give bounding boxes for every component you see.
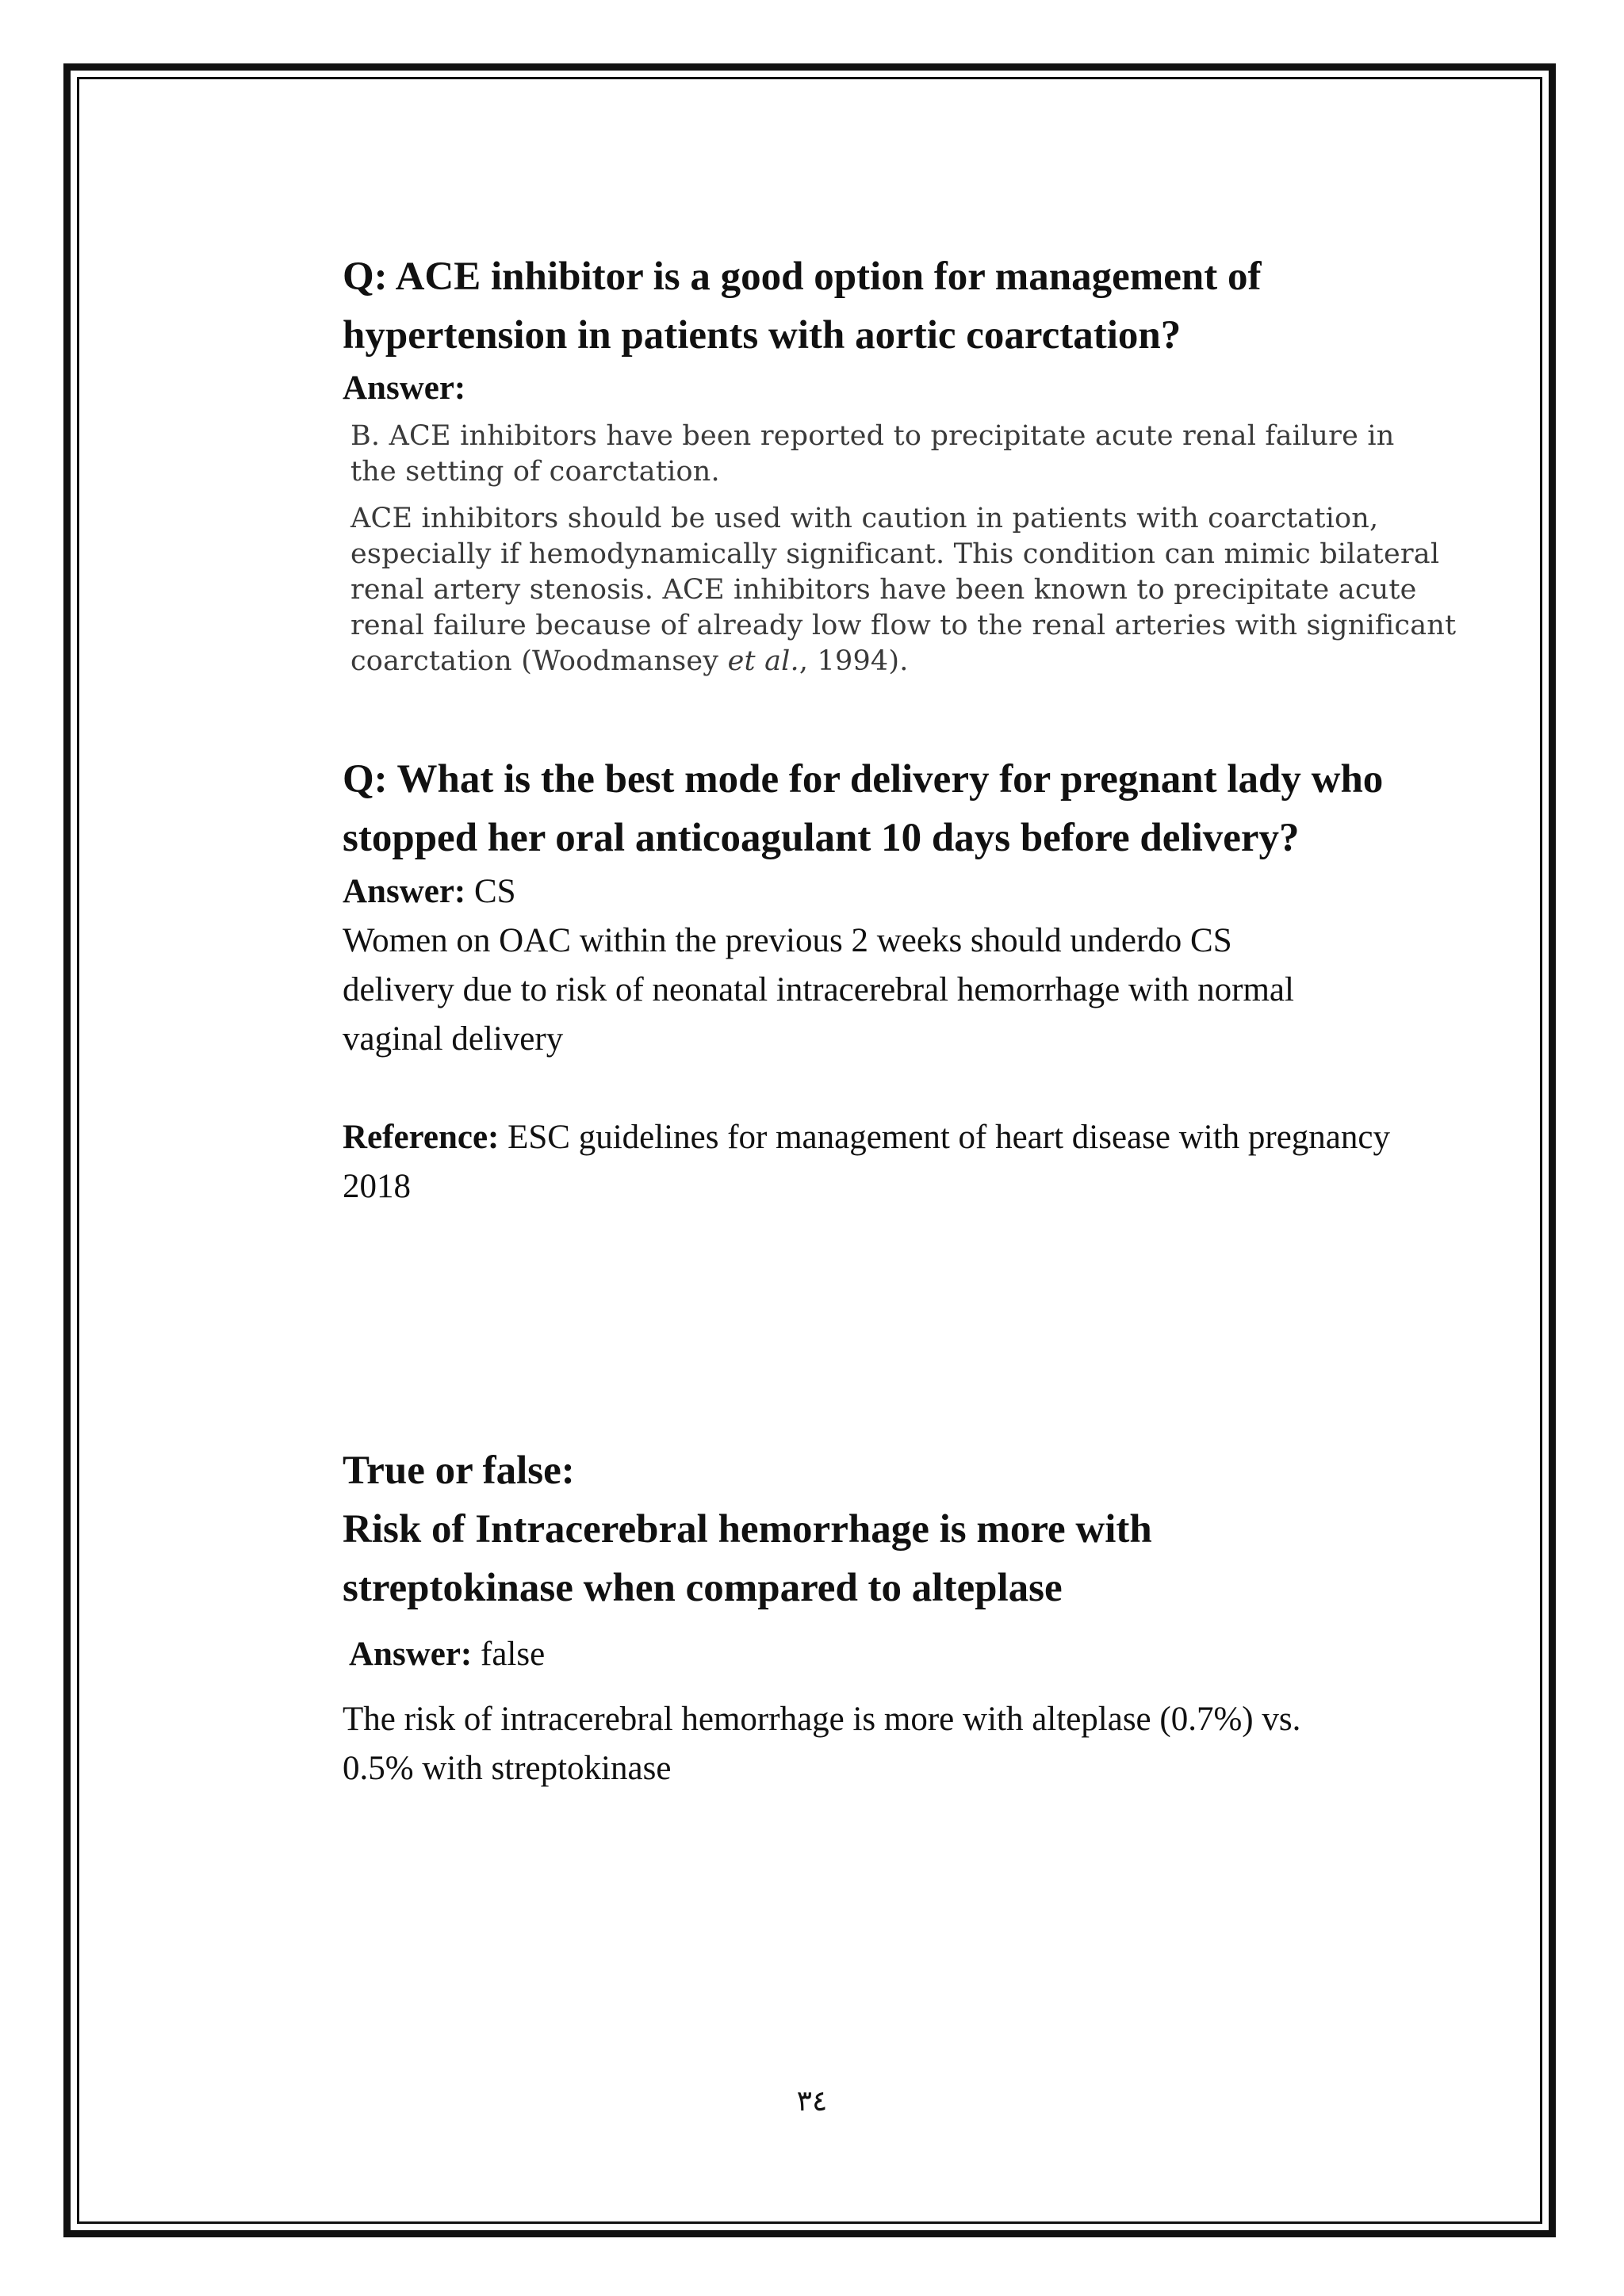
question-3-heading: True or false: bbox=[343, 1448, 575, 1493]
question-2-text: Q: What is the best mode for delivery for pregnant lady who stopped her oral anticoagulant 10 days before delivery? bbox=[343, 757, 1384, 860]
reference-value: ESC guidelines for management of heart disease with pregnancy 2018 bbox=[343, 1119, 1390, 1205]
excerpt-paragraph-1: B. ACE inhibitors have been reported to precipitate acute renal failure in the setting of coarctation. bbox=[350, 420, 1395, 488]
excerpt-paragraph-2-main: ACE inhibitors should be used with caution in patients with coarctation, especially if hemodynamically significant. This condition can mimic bilateral renal artery stenosis. ACE inhibitors have been known to precipitate acute renal failure because of already low flow to the renal arteries with significant coarctation (Woodmansey bbox=[350, 503, 1457, 677]
question-block-3 bbox=[343, 1441, 1469, 1793]
question-block-1 bbox=[343, 247, 1469, 679]
question-2-explanation: Women on OAC within the previous 2 weeks should underdo CS delivery due to risk of neonatal intracerebral hemorrhage with normal vaginal delivery bbox=[343, 922, 1294, 1058]
excerpt-paragraph-2 bbox=[343, 501, 1477, 679]
question-2-answer bbox=[343, 867, 1469, 916]
question-2-answer-value: CS bbox=[465, 873, 516, 910]
question-2-reference bbox=[343, 1113, 1397, 1211]
question-3-answer bbox=[343, 1630, 1469, 1679]
spacer bbox=[343, 1064, 1469, 1113]
question-3-answer-value: false bbox=[472, 1636, 546, 1673]
question-1-text: Q: ACE inhibitor is a good option for management of hypertension in patients with aortic coarctation? bbox=[343, 254, 1262, 358]
question-1-answer-label: Answer: bbox=[343, 369, 466, 407]
reference-label: Reference: bbox=[343, 1119, 500, 1156]
question-2-answer-label: Answer: bbox=[343, 873, 466, 910]
excerpt-paragraph-2-italic: et al. bbox=[727, 645, 799, 677]
question-1-excerpt bbox=[343, 419, 1469, 679]
question-3-answer-label: Answer: bbox=[349, 1636, 473, 1673]
question-block-2 bbox=[343, 750, 1469, 1211]
excerpt-paragraph-2-end: , 1994). bbox=[799, 645, 909, 677]
page-number: ٣٤ bbox=[796, 2085, 828, 2118]
question-3-explanation: The risk of intracerebral hemorrhage is more with alteplase (0.7%) vs. 0.5% with streptokinase bbox=[343, 1701, 1301, 1787]
question-3-statement: Risk of Intracerebral hemorrhage is more with streptokinase when compared to alteplase bbox=[343, 1507, 1152, 1610]
